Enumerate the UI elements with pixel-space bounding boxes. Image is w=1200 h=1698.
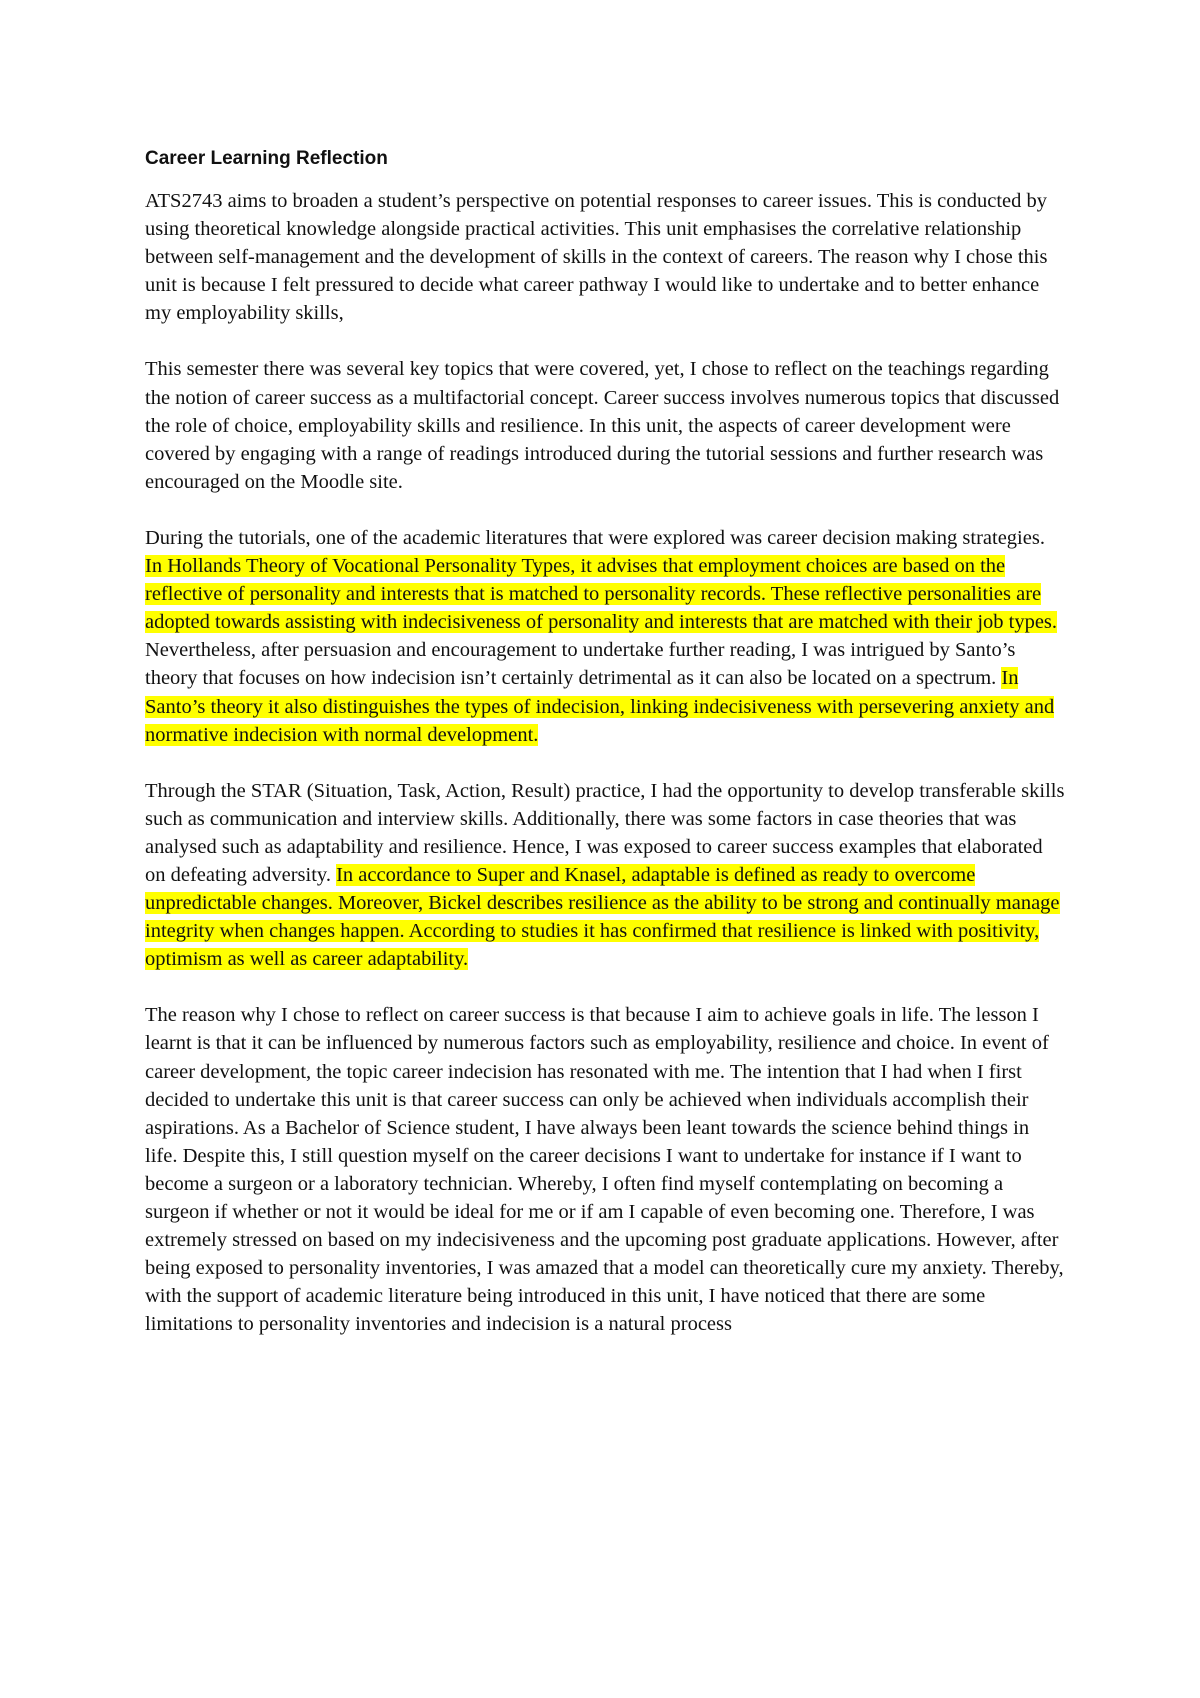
document-title: Career Learning Reflection	[145, 148, 388, 169]
document-body	[145, 145, 1065, 1366]
highlighted-text: In accordance to Super and Knasel, adaptable is defined as ready to overcome unpredictable changes. Moreover, Bickel describes resilience as the ability to be strong and continually manage integrity when changes happen. According to studies it has confirmed that resilience is linked with positivity, optimism as well as career adaptability.	[145, 863, 1060, 971]
highlighted-text: In Hollands Theory of Vocational Personality Types, it advises that employment choices are based on the reflective of personality and interests that is matched to personality records. These reflective personalities are adopted towards assisting with indecisiveness of personality and interests that are matched with their job types.	[145, 555, 1058, 634]
text-segment: ATS2743 aims to broaden a student’s perspective on potential responses to career issues. This is conducted by using theoretical knowledge alongside practical activities. This unit emphasises the correlative relationship between self-management and the development of skills in the context of careers. The reason why I chose this unit is because I felt pressured to decide what career pathway I would like to undertake and to better enhance my employability skills,	[145, 190, 1048, 325]
text-segment: This semester there was several key topics that were covered, yet, I chose to reflect on the teachings regarding the notion of career success as a multifactorial concept. Career success involves numerous topics that discussed the role of choice, employability skills and resilience. In this unit, the aspects of career development were covered by engaging with a range of readings introduced during the tutorial sessions and further research was encouraged on the Moodle site.	[145, 358, 1060, 493]
text-segment: The reason why I chose to reflect on career success is that because I aim to achieve goals in life. The lesson I learnt is that it can be influenced by numerous factors such as employability, resilience and choice. In event of career development, the topic career indecision has resonated with me. The intention that I had when I first decided to undertake this unit is that career success can only be achieved when individuals accomplish their aspirations. As a Bachelor of Science student, I have always been leant towards the science behind things in life. Despite this, I still question myself on the career decisions I want to undertake for instance if I want to become a surgeon or a laboratory technician. Whereby, I often find myself contemplating on becoming a surgeon if whether or not it would be ideal for me or if am I capable of even becoming one. Therefore, I was extremely stressed on based on my indecisiveness and the upcoming post graduate applications. However, after being exposed to personality inventories, I was amazed that a model can theoretically cure my anxiety. Thereby, with the support of academic literature being introduced in this unit, I have noticed that there are some limitations to personality inventories and indecision is a natural process	[145, 1004, 1064, 1336]
text-segment: Nevertheless, after persuasion and encouragement to undertake further reading, I was intrigued by Santo’s theory that focuses on how indecision isn’t certainly detrimental as it can also be located on a spectrum.	[145, 639, 1016, 690]
paragraph-career-success	[145, 1001, 1065, 1338]
text-segment: During the tutorials, one of the academic literatures that were explored was career decision making strategies.	[145, 526, 1045, 549]
highlighted-text: In Santo’s theory it also distinguishes the types of indecision, linking indecisiveness with persevering anxiety and normative indecision with normal development.	[145, 667, 1055, 746]
paragraph-key-topics	[145, 355, 1065, 495]
paragraph-unit-overview	[145, 187, 1065, 327]
text-segment: Through the STAR (Situation, Task, Action, Result) practice, I had the opportunity to develop transferable skills such as communication and interview skills. Additionally, there was some factors in case theories that was analysed such as adaptability and resilience. Hence, I was exposed to career success examples that elaborated on defeating adversity.	[145, 779, 1065, 886]
paragraph-decision-making	[145, 524, 1065, 749]
paragraph-star-practice	[145, 777, 1065, 974]
